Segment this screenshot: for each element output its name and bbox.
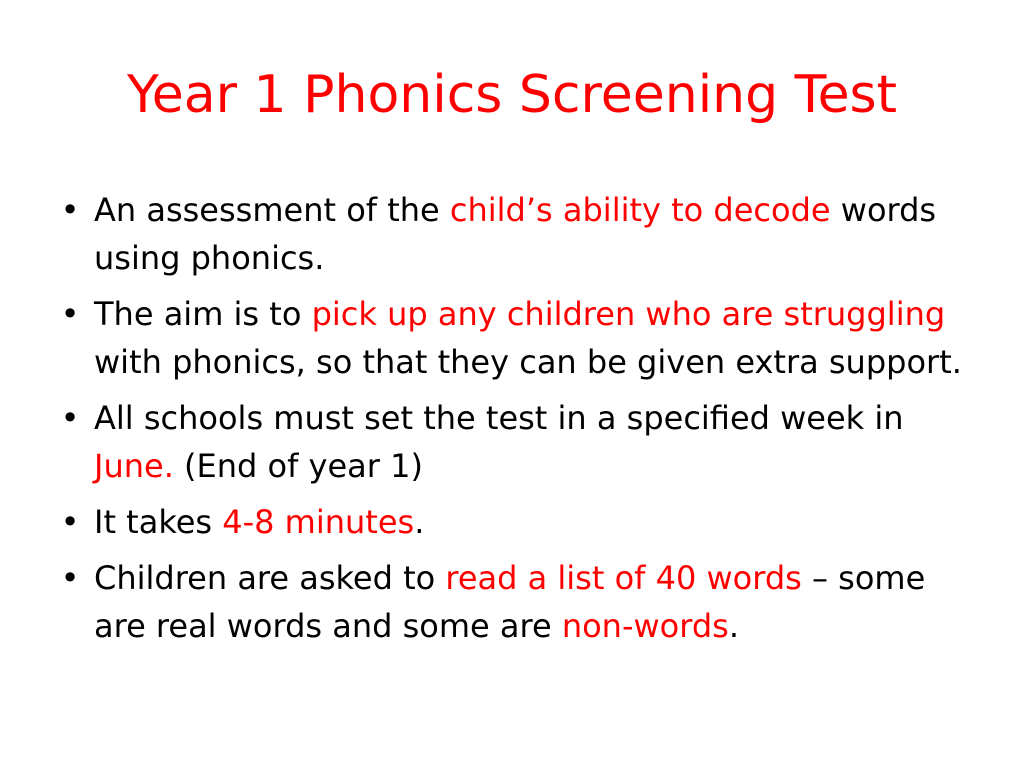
bullet-text-segment: It takes [94, 503, 223, 541]
bullet-text-segment: . [414, 503, 425, 541]
bullet-item [60, 498, 980, 546]
bullet-item [60, 290, 980, 386]
bullet-dot-icon: • [60, 191, 80, 229]
bullet-text-segment: words using phonics. [94, 191, 937, 277]
bullet-text-segment: All schools must set the test in a specified week in [94, 399, 904, 437]
bullet-dot-icon: • [60, 295, 80, 333]
bullet-text-segment: . [728, 607, 739, 645]
bullet-item [60, 186, 980, 282]
bullet-highlight-segment: read a list of 40 words [445, 559, 802, 597]
bullet-dot-icon: • [60, 559, 80, 597]
bullet-highlight-segment: non-words [561, 607, 729, 645]
bullet-highlight-segment: pick up any children who are struggling [311, 295, 946, 333]
bullet-text-segment: The aim is to [94, 295, 312, 333]
bullet-text-segment: An assessment of the [94, 191, 450, 229]
bullet-dot-icon: • [60, 503, 80, 541]
bullet-list [60, 186, 980, 658]
bullet-item [60, 554, 980, 650]
slide-title: Year 1 Phonics Screening Test [126, 65, 898, 125]
bullet-text-segment: (End of year 1) [173, 447, 423, 485]
bullet-highlight-segment: June. [94, 447, 174, 485]
bullet-text-segment: – some are real words and some are [94, 559, 926, 645]
bullet-highlight-segment: child’s ability to decode [449, 191, 831, 229]
bullet-text-segment: with phonics, so that they can be given extra support. [94, 343, 962, 381]
bullet-dot-icon: • [60, 399, 80, 437]
bullet-highlight-segment: 4-8 minutes [222, 503, 415, 541]
bullet-text-segment: Children are asked to [94, 559, 446, 597]
bullet-item [60, 394, 980, 490]
